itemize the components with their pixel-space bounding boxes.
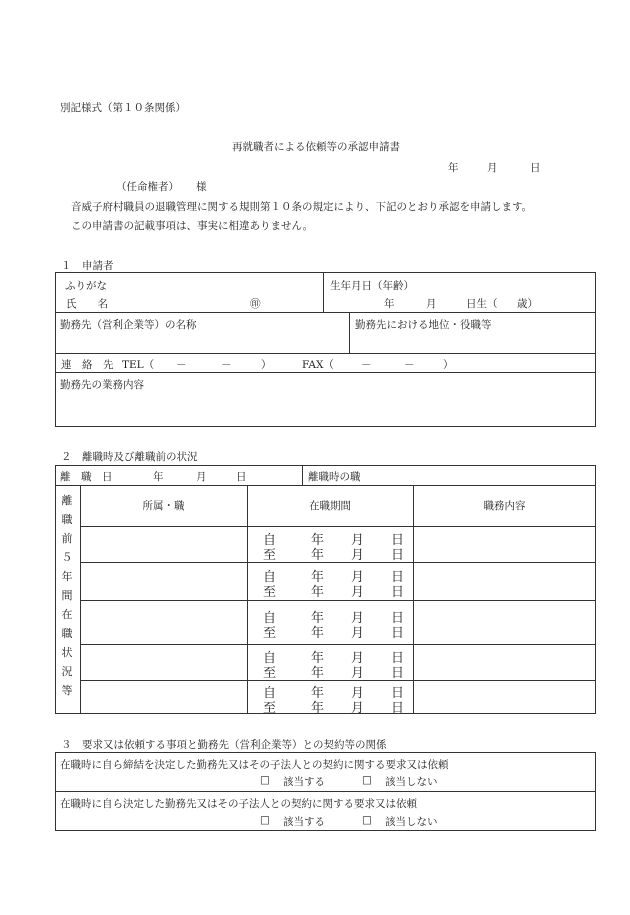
q2-not-applies-label: 該当しない (385, 816, 438, 828)
question-2: 在職時に自ら決定した勤務先又はその子法人との契約に関する要求又は依頼 (60, 798, 417, 810)
period-month: 月 (351, 548, 365, 563)
period-day: 日 (391, 548, 405, 563)
period-from: 自 (263, 570, 277, 585)
period-from: 自 (263, 611, 277, 626)
period-month: 月 (351, 701, 365, 716)
retire-post-label: 離職時の職 (308, 471, 361, 483)
period-year: 年 (311, 666, 325, 681)
period-from: 自 (263, 651, 277, 666)
period-from: 自 (263, 533, 277, 548)
period-to: 至 (263, 666, 277, 681)
section3-heading: ３ 要求又は依頼する事項と勤務先（営利企業等）との契約等の関係 (61, 739, 387, 751)
period-day: 日 (391, 611, 405, 626)
birth-year: 年 (384, 298, 395, 310)
col-dept-header: 所属・職 (142, 500, 185, 512)
birth-day-age: 日生（ (466, 298, 498, 310)
period-month: 月 (351, 651, 365, 666)
retire-year: 年 (153, 471, 164, 483)
period-month: 月 (351, 585, 365, 600)
fax-close: ） (443, 359, 454, 371)
furigana-label: ふりがな (65, 280, 107, 292)
tel-close: ） (261, 359, 272, 371)
period-year: 年 (311, 686, 325, 701)
birth-label: 生年月日（年齢） (330, 280, 414, 292)
section2-heading: ２ 離職時及び離職前の状況 (61, 451, 198, 463)
col-period-header: 在職期間 (309, 500, 351, 512)
fax-dash-1: － (361, 359, 372, 371)
form-label: 別記様式（第１０条関係） (60, 102, 186, 114)
retire-date-label: 離 職 日 (60, 471, 113, 483)
q2-applies-label: 該当する (283, 816, 325, 828)
date-day: 日 (530, 162, 541, 174)
tel-label: TEL（ (122, 359, 155, 371)
tel-dash-2: － (221, 359, 232, 371)
period-day: 日 (391, 533, 405, 548)
retire-day: 日 (236, 471, 247, 483)
retire-month: 月 (196, 471, 207, 483)
period-day: 日 (391, 626, 405, 641)
period-year: 年 (311, 585, 325, 600)
period-year: 年 (311, 533, 325, 548)
period-to: 至 (263, 548, 277, 563)
position-label: 勤務先における地位・役職等 (355, 319, 492, 331)
fax-dash-2: － (404, 359, 415, 371)
q1-applies-checkbox[interactable]: □ (260, 774, 270, 786)
name-label: 氏 名 (66, 298, 108, 310)
period-day: 日 (391, 701, 405, 716)
tel-dash-1: － (176, 359, 187, 371)
period-month: 月 (351, 533, 365, 548)
period-month: 月 (351, 666, 365, 681)
period-month: 月 (351, 686, 365, 701)
period-month: 月 (351, 611, 365, 626)
q1-not-applies-label: 該当しない (385, 776, 438, 788)
q2-not-applies-checkbox[interactable]: □ (362, 814, 372, 826)
business-label: 勤務先の業務内容 (60, 379, 144, 391)
period-to: 至 (263, 626, 277, 641)
section1-heading: １ 申請者 (61, 260, 114, 272)
q1-not-applies-checkbox[interactable]: □ (362, 774, 372, 786)
birth-month: 月 (426, 298, 437, 310)
applicant-table (55, 272, 596, 427)
document-title: 再就職者による依頼等の承認申請書 (232, 141, 400, 153)
period-month: 月 (351, 570, 365, 585)
date-year: 年 (448, 162, 459, 174)
statement-2: この申請書の記載事項は、事実に相違ありません。 (71, 220, 314, 232)
period-to: 至 (263, 701, 277, 716)
period-year: 年 (311, 548, 325, 563)
period-to: 至 (263, 585, 277, 600)
fax-label: FAX（ (302, 359, 334, 371)
honorific: 様 (196, 181, 207, 193)
appointer-label: （任命権者） (116, 181, 179, 193)
seal-mark: ㊞ (250, 298, 261, 310)
period-year: 年 (311, 570, 325, 585)
statement-1: 音威子府村職員の退職管理に関する規則第１０条の規定により、下記のとおり承認を申請します。 (71, 201, 533, 213)
period-day: 日 (391, 686, 405, 701)
period-day: 日 (391, 666, 405, 681)
col-duties-header: 職務内容 (483, 500, 526, 512)
period-day: 日 (391, 585, 405, 600)
period-day: 日 (391, 570, 405, 585)
q2-applies-checkbox[interactable]: □ (260, 814, 270, 826)
period-from: 自 (263, 686, 277, 701)
period-year: 年 (311, 651, 325, 666)
period-year: 年 (311, 701, 325, 716)
question-1: 在職時に自ら締結を決定した勤務先又はその子法人との契約に関する要求又は依頼 (60, 759, 449, 771)
period-year: 年 (311, 611, 325, 626)
date-month: 月 (487, 162, 498, 174)
period-month: 月 (351, 626, 365, 641)
q1-applies-label: 該当する (283, 776, 325, 788)
period-day: 日 (391, 651, 405, 666)
period-year: 年 (311, 626, 325, 641)
employer-label: 勤務先（営利企業等）の名称 (60, 319, 197, 331)
contact-label: 連 絡 先 (61, 359, 114, 371)
birth-age-unit: 歳） (517, 298, 538, 310)
